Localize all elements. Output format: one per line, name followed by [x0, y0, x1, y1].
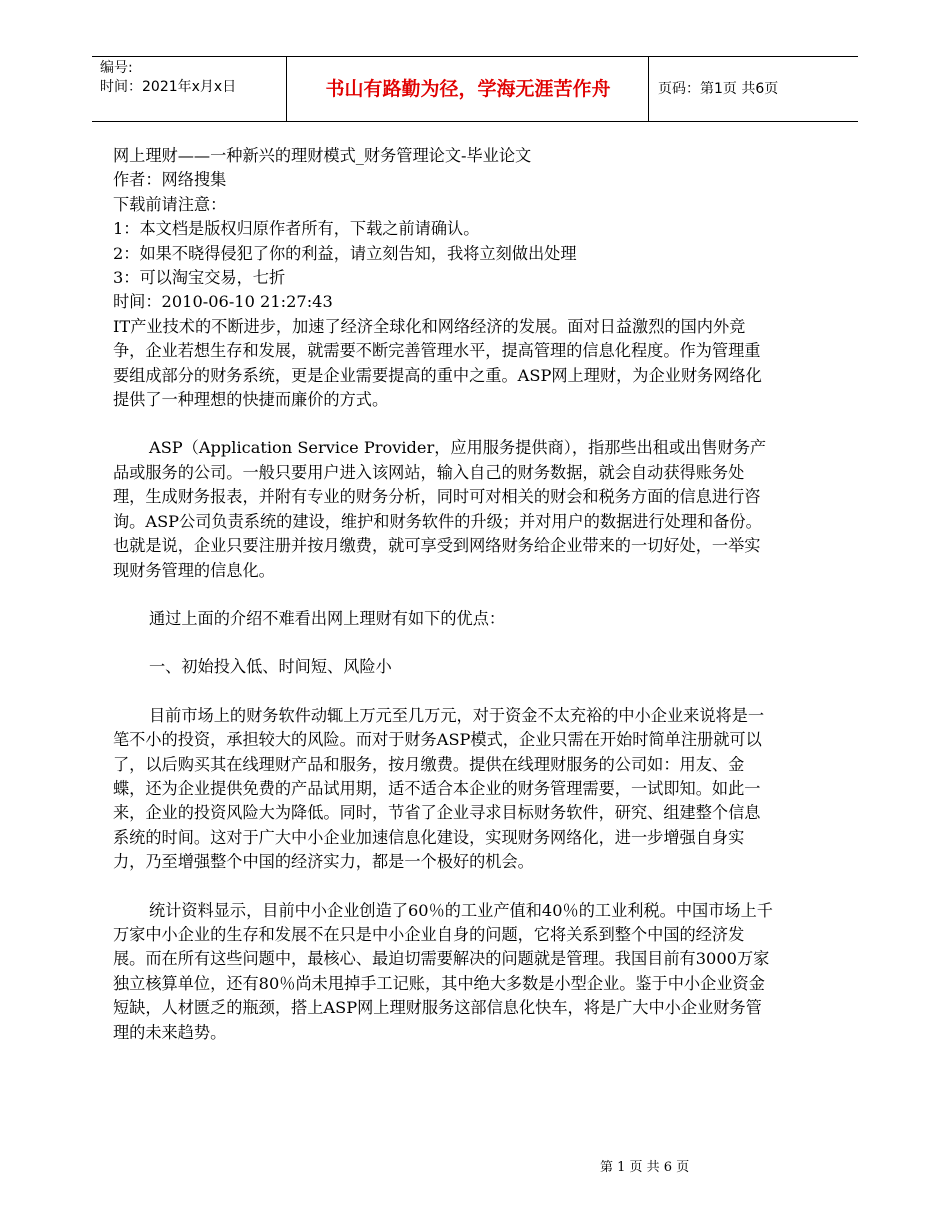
notice-item: 1：本文档是版权归原作者所有，下载之前请确认。: [113, 219, 480, 239]
header-divider: [648, 57, 649, 121]
doc-time: 时间：2010-06-10 21:27:43: [113, 292, 333, 312]
header-meta: [100, 59, 290, 97]
paragraph: ASP（Application Service Provider，应用服务提供商），指那些出租或出售财务产品或服务的公司。一般只要用户进入该网站，输入自己的财务数据，就会自动获得账务处理，生成财务报表，并附有专业的财务分析，同时可对相关的财会和税务方面的信息进行咨询。ASP公司负责系统的建设，维护和财务软件的升级；并对用户的数据进行处理和备份。也就是说，企业只要注册并按月缴费，就可享受到网络财务给企业带来的一切好处，一举实现财务管理的信息化。: [113, 438, 767, 580]
header-page-info: 页码：第1页 共6页: [658, 81, 779, 97]
paragraph: 统计资料显示，目前中小企业创造了60％的工业产值和40％的工业利税。中国市场上千万家中小企业的生存和发展不在只是中小企业自身的问题，它将关系到整个中国的经济发展。而在所有这些问题中，最核心、最迫切需要解决的问题就是管理。我国目前有3000万家独立核算单位，还有80％尚未甩掉手工记账，其中绝大多数是小型企业。鉴于中小企业资金短缺，人材匮乏的瓶颈，搭上ASP网上理财服务这部信息化快车，将是广大中小企业财务管理的未来趋势。: [113, 900, 773, 1042]
header-motto: 书山有路勤为径，学海无涯苦作舟: [325, 78, 611, 100]
notice-item: 3：可以淘宝交易，七折: [113, 268, 286, 288]
header-divider: [286, 57, 287, 121]
notice-item: 2：如果不晓得侵犯了你的利益，请立刻告知，我将立刻做出处理: [113, 243, 577, 263]
paragraph: IT产业技术的不断进步，加速了经济全球化和网络经济的发展。面对日益激烈的国内外竞争，企业若想生存和发展，就需要不断完善管理水平，提高管理的信息化程度。作为管理重要组成部分的财务系统，更是企业需要提高的重中之重。ASP网上理财，为企业财务网络化提供了一种理想的快捷而廉价的方式。: [113, 316, 762, 410]
notice-title: 下载前请注意：: [113, 194, 227, 214]
doc-title: 网上理财——一种新兴的理财模式_财务管理论文-毕业论文: [113, 146, 532, 165]
time-label: 时间：2021年x月x日: [100, 79, 237, 95]
paragraph: 通过上面的介绍不难看出网上理财有如下的优点：: [149, 608, 506, 628]
serial-label: 编号:: [100, 60, 133, 76]
doc-author: 作者：网络搜集: [113, 170, 227, 190]
page-header: [92, 56, 858, 122]
document-body: [113, 144, 773, 1045]
section-heading: 一、初始投入低、时间短、风险小: [149, 657, 392, 677]
paragraph: 目前市场上的财务软件动辄上万元至几万元，对于资金不太充裕的中小企业来说将是一笔不小的投资，承担较大的风险。而对于财务ASP模式，企业只需在开始时简单注册就可以了，以后购买其在线理财产品和服务，按月缴费。提供在线理财服务的公司如：用友、金蝶，还为企业提供免费的产品试用期，适不适合本企业的财务管理需要，一试即知。如此一来，企业的投资风险大为降低。同时，节省了企业寻求目标财务软件，研究、组建整个信息系统的时间。这对于广大中小企业加速信息化建设，实现财务网络化，进一步增强自身实力，乃至增强整个中国的经济实力，都是一个极好的机会。: [113, 705, 765, 872]
page-footer: 第 1 页 共 6 页: [600, 1160, 690, 1175]
